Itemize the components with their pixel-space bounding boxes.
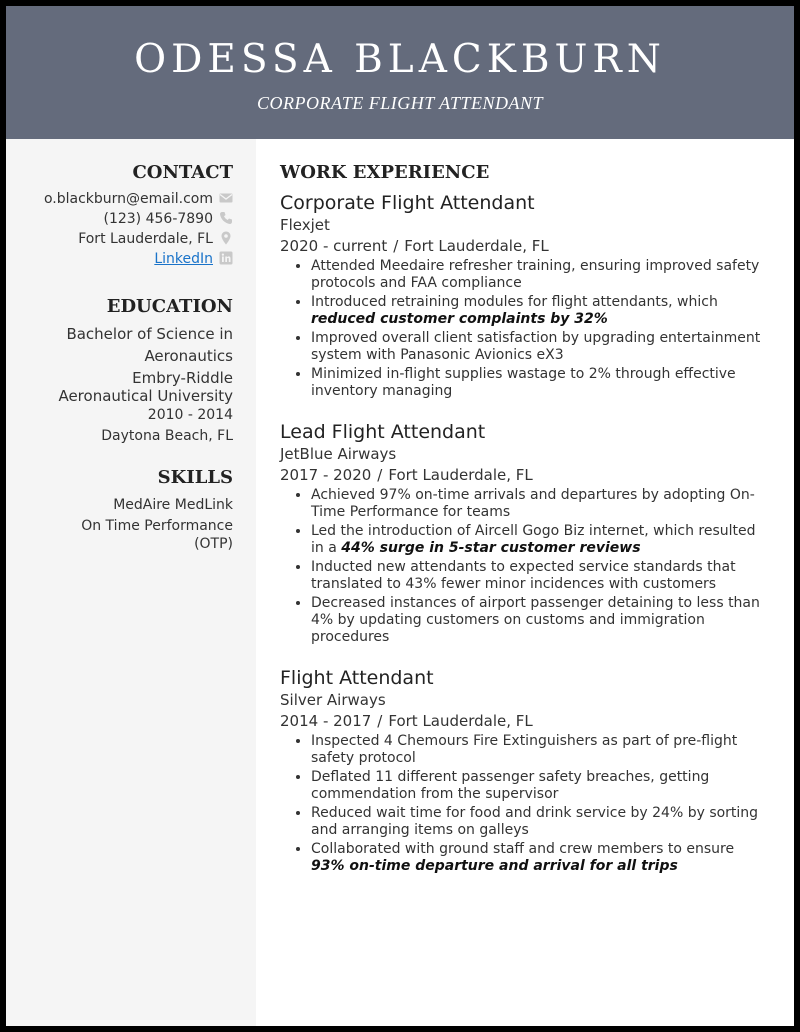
skills-heading: SKILLS <box>157 467 233 488</box>
resume-header <box>6 6 794 139</box>
job-bullets <box>280 733 770 875</box>
job-meta-separator: / <box>377 712 383 730</box>
contact-linkedin[interactable] <box>6 249 233 269</box>
contact-location-text: Fort Lauderdale, FL <box>78 231 213 247</box>
education-degree-line2: Aeronautics <box>144 347 233 365</box>
list-item: • Improved overall client satisfaction by upgrading entertainment system with Panasonic Avionics eX3 <box>311 330 770 364</box>
job-bullets <box>280 487 770 646</box>
list-item: • Decreased instances of airport passenger detaining to less than 4% by updating customers on customs and immigration procedures <box>311 595 770 646</box>
contact-heading: CONTACT <box>132 162 233 183</box>
education-section <box>6 295 233 447</box>
job-entry <box>280 666 770 875</box>
list-item: • Deflated 11 different passenger safety breaches, getting commendation from the supervisor <box>311 769 770 803</box>
job-meta <box>280 711 770 732</box>
map-pin-icon <box>219 231 233 245</box>
candidate-name: ODESSA BLACKBURN <box>134 37 666 82</box>
job-meta <box>280 236 770 257</box>
skill-item: On Time Performance <box>81 518 233 534</box>
list-item: • Attended Meedaire refresher training, ensuring improved safety protocols and FAA compliance <box>311 258 770 292</box>
resume-page <box>6 6 794 1026</box>
list-item: • Minimized in-flight supplies wastage to 2% through effective inventory managing <box>311 366 770 400</box>
job-meta-separator: / <box>377 466 383 484</box>
job-meta-separator: / <box>393 237 399 255</box>
linkedin-icon <box>219 251 233 265</box>
list-item: • Achieved 97% on-time arrivals and departures by adopting On-Time Performance for teams <box>311 487 770 521</box>
list-item: • Reduced wait time for food and drink service by 24% by sorting and arranging items on galleys <box>311 805 770 839</box>
job-entry <box>280 420 770 646</box>
list-item: • Collaborated with ground staff and crew members to ensure 93% on-time departure and arrival for all trips <box>311 841 770 875</box>
contact-email-text: o.blackburn@email.com <box>43 191 213 207</box>
contact-phone-text: (123) 456-7890 <box>103 211 213 227</box>
sidebar <box>6 139 256 1026</box>
job-location: Fort Lauderdale, FL <box>388 466 533 484</box>
contact-location <box>6 229 233 249</box>
job-dates: 2020 - current <box>280 237 388 255</box>
education-school-line2: Aeronautical University <box>58 387 233 405</box>
education-years: 2010 - 2014 <box>147 407 233 423</box>
candidate-title: CORPORATE FLIGHT ATTENDANT <box>256 93 544 113</box>
list-item: • Led the introduction of Aircell Gogo Biz internet, which resulted in a 44% surge in 5-star customer reviews <box>311 523 770 557</box>
education-degree-line1: Bachelor of Science in <box>66 325 233 343</box>
education-school-line1: Embry-Riddle <box>132 369 233 387</box>
job-company: JetBlue Airways <box>280 445 397 463</box>
phone-icon <box>219 211 233 225</box>
work-experience-heading: WORK EXPERIENCE <box>280 162 490 183</box>
list-item: • Introduced retraining modules for flight attendants, which reduced customer complaints by 32% <box>311 294 770 328</box>
linkedin-link[interactable]: LinkedIn <box>154 251 213 267</box>
skill-item: (OTP) <box>194 536 233 552</box>
job-title: Flight Attendant <box>280 667 434 689</box>
main-content <box>280 161 770 895</box>
sidebar-content <box>6 161 233 553</box>
job-title: Corporate Flight Attendant <box>280 192 535 214</box>
list-item: • Inducted new attendants to expected service standards that translated to 43% fewer minor incidences with customers <box>311 559 770 593</box>
contact-phone <box>6 209 233 229</box>
job-meta <box>280 465 770 486</box>
skill-item: MedAire MedLink <box>113 497 233 513</box>
job-company: Silver Airways <box>280 691 386 709</box>
education-heading: EDUCATION <box>106 296 233 317</box>
contact-email[interactable] <box>6 189 233 209</box>
job-company: Flexjet <box>280 216 330 234</box>
job-bullets <box>280 258 770 400</box>
job-title: Lead Flight Attendant <box>280 421 486 443</box>
job-dates: 2017 - 2020 <box>280 466 372 484</box>
envelope-icon <box>219 191 233 205</box>
skills-section <box>6 466 233 553</box>
contact-section <box>6 161 233 269</box>
job-dates: 2014 - 2017 <box>280 712 372 730</box>
list-item: • Inspected 4 Chemours Fire Extinguishers as part of pre-flight safety protocol <box>311 733 770 767</box>
job-location: Fort Lauderdale, FL <box>404 237 549 255</box>
education-location: Daytona Beach, FL <box>101 428 233 444</box>
job-location: Fort Lauderdale, FL <box>388 712 533 730</box>
job-entry <box>280 191 770 400</box>
